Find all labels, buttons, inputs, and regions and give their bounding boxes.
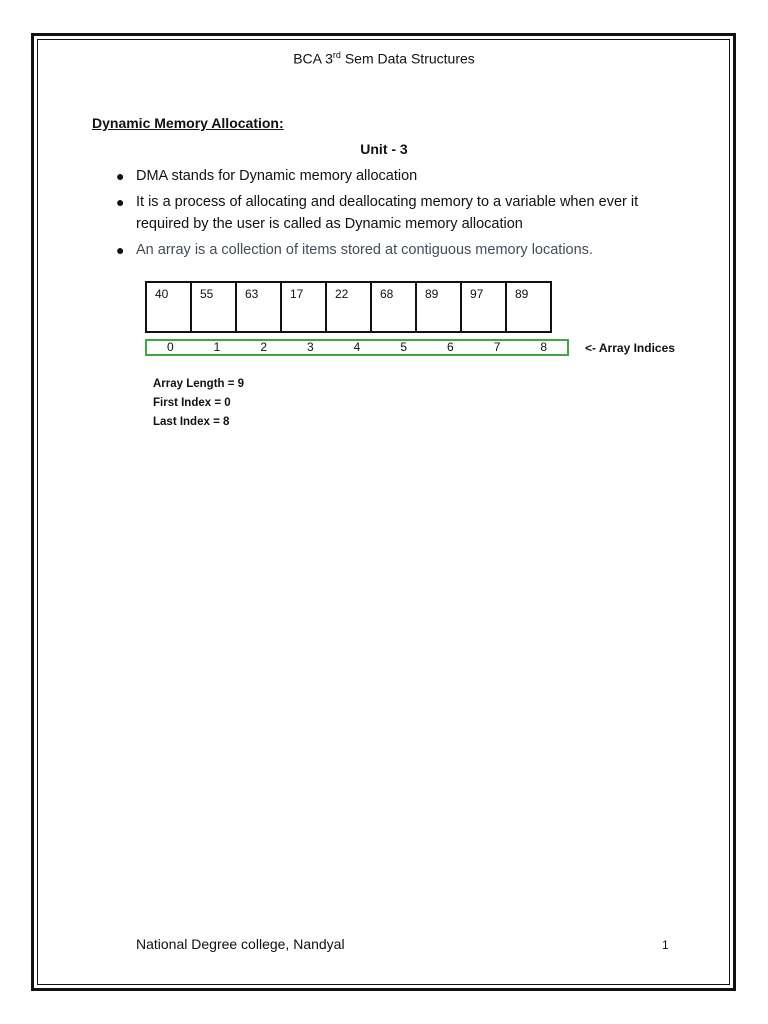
array-cell: 40 (145, 281, 192, 333)
bullet-text: An array is a collection of items stored at contiguous memory locations. (136, 242, 593, 258)
header-superscript: rd (332, 50, 341, 60)
bullet-dot-icon: ● (116, 194, 125, 210)
array-index: 4 (353, 340, 361, 354)
array-index: 3 (307, 340, 314, 354)
page-header (0, 50, 768, 67)
section-heading: Dynamic Memory Allocation: (92, 115, 284, 131)
array-cell: 22 (325, 281, 372, 333)
array-index: 1 (213, 340, 221, 354)
unit-title: Unit - 3 (360, 141, 408, 157)
array-index: 8 (540, 340, 548, 354)
array-cell: 63 (235, 281, 282, 333)
array-cell: 97 (460, 281, 507, 333)
bullet-text: It is a process of allocating and deallocating memory to a variable when ever it required by the user is called as Dynamic memory allocation (136, 194, 639, 232)
array-facts (153, 375, 244, 432)
page-number: 1 (662, 938, 669, 952)
array-cell: 68 (370, 281, 417, 333)
bullet-dot-icon: ● (116, 168, 125, 184)
array-index: 2 (260, 340, 268, 354)
array-index: 5 (400, 340, 408, 354)
header-prefix: BCA 3 (293, 50, 333, 67)
bullet-item (112, 165, 672, 187)
header-suffix: Sem Data Structures (340, 50, 475, 67)
array-cell: 55 (190, 281, 237, 333)
first-index-text: First Index = 0 (153, 397, 231, 409)
array-cells (145, 281, 550, 333)
array-index: 7 (493, 340, 501, 354)
bullet-item (112, 239, 672, 261)
last-index-text: Last Index = 8 (153, 416, 230, 428)
array-index: 0 (166, 340, 174, 354)
array-index: 6 (447, 340, 454, 354)
array-length-text: Array Length = 9 (153, 378, 245, 390)
bullet-item (112, 191, 672, 235)
array-index-row (145, 339, 569, 356)
bullet-list (112, 165, 672, 265)
array-diagram (145, 281, 550, 333)
array-cell: 17 (280, 281, 327, 333)
bullet-dot-icon: ● (116, 242, 125, 258)
footer-college: National Degree college, Nandyal (136, 936, 345, 952)
array-cell: 89 (415, 281, 462, 333)
bullet-text: DMA stands for Dynamic memory allocation (136, 168, 418, 184)
array-indices-label: <- Array Indices (585, 341, 675, 355)
array-cell: 89 (505, 281, 552, 333)
